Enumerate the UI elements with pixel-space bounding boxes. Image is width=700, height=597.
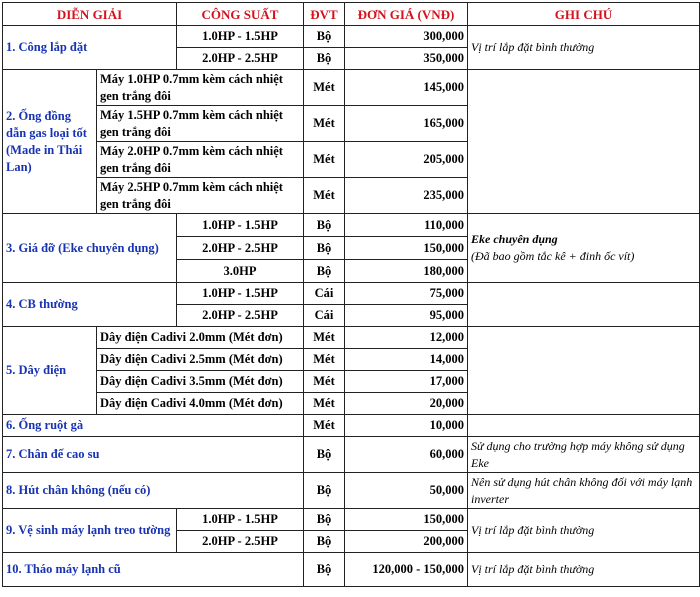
price-cell: 14,000 bbox=[345, 349, 468, 371]
note-cell bbox=[468, 214, 700, 283]
note-title: Eke chuyên dụng bbox=[471, 232, 558, 246]
row-label-3: 3. Giá đỡ (Eke chuyên dụng) bbox=[3, 214, 177, 283]
unit-cell: Mét bbox=[304, 178, 345, 214]
price-cell: 350,000 bbox=[345, 48, 468, 70]
price-cell: 200,000 bbox=[345, 531, 468, 553]
header-desc: DIỄN GIẢI bbox=[3, 3, 177, 26]
row-label-7: 7. Chân đế cao su bbox=[3, 437, 304, 473]
unit-cell: Bộ bbox=[304, 473, 345, 509]
price-cell: 165,000 bbox=[345, 106, 468, 142]
power-cell: 1.0HP - 1.5HP bbox=[177, 214, 304, 237]
row-label-9: 9. Vệ sinh máy lạnh treo tường bbox=[3, 509, 177, 553]
note-cell: Nên sử dụng hút chân không đối với máy lạnh inverter bbox=[468, 473, 700, 509]
price-cell: 145,000 bbox=[345, 70, 468, 106]
unit-cell: Bộ bbox=[304, 48, 345, 70]
unit-cell: Bộ bbox=[304, 437, 345, 473]
table-row bbox=[3, 437, 700, 473]
header-unit: ĐVT bbox=[304, 3, 345, 26]
price-cell: 150,000 bbox=[345, 509, 468, 531]
unit-cell: Mét bbox=[304, 70, 345, 106]
power-cell: 1.0HP - 1.5HP bbox=[177, 509, 304, 531]
table-row bbox=[3, 26, 700, 48]
unit-cell: Bộ bbox=[304, 531, 345, 553]
unit-cell: Mét bbox=[304, 393, 345, 415]
unit-cell: Cái bbox=[304, 305, 345, 327]
price-cell: 150,000 bbox=[345, 237, 468, 260]
price-cell: 235,000 bbox=[345, 178, 468, 214]
price-cell: 60,000 bbox=[345, 437, 468, 473]
spec-cell: Máy 2.0HP 0.7mm kèm cách nhiệt gen trắng đôi bbox=[97, 142, 304, 178]
row-label-10: 10. Tháo máy lạnh cũ bbox=[3, 553, 304, 587]
power-cell: 2.0HP - 2.5HP bbox=[177, 237, 304, 260]
note-cell-empty bbox=[468, 70, 700, 214]
header-power: CÔNG SUẤT bbox=[177, 3, 304, 26]
table-row bbox=[3, 553, 700, 587]
price-cell: 12,000 bbox=[345, 327, 468, 349]
price-cell: 95,000 bbox=[345, 305, 468, 327]
row-label-1: 1. Công lắp đặt bbox=[3, 26, 177, 70]
spec-cell: Dây điện Cadivi 2.0mm (Mét đơn) bbox=[97, 327, 304, 349]
unit-cell: Bộ bbox=[304, 553, 345, 587]
spec-cell: Dây điện Cadivi 2.5mm (Mét đơn) bbox=[97, 349, 304, 371]
power-cell: 2.0HP - 2.5HP bbox=[177, 531, 304, 553]
unit-cell: Mét bbox=[304, 142, 345, 178]
note-cell: Sử dụng cho trường hợp máy không sử dụng Eke bbox=[468, 437, 700, 473]
spec-cell: Máy 1.5HP 0.7mm kèm cách nhiệt gen trắng đôi bbox=[97, 106, 304, 142]
table-row bbox=[3, 327, 700, 349]
power-cell: 2.0HP - 2.5HP bbox=[177, 48, 304, 70]
unit-cell: Cái bbox=[304, 283, 345, 305]
price-cell: 120,000 - 150,000 bbox=[345, 553, 468, 587]
spec-cell: Máy 1.0HP 0.7mm kèm cách nhiệt gen trắng đôi bbox=[97, 70, 304, 106]
price-cell: 10,000 bbox=[345, 415, 468, 437]
header-price: ĐƠN GIÁ (VNĐ) bbox=[345, 3, 468, 26]
header-row bbox=[3, 3, 700, 26]
price-cell: 20,000 bbox=[345, 393, 468, 415]
unit-cell: Mét bbox=[304, 349, 345, 371]
note-cell: Vị trí lắp đặt bình thường bbox=[468, 509, 700, 553]
note-cell: Vị trí lắp đặt bình thường bbox=[468, 26, 700, 70]
power-cell: 2.0HP - 2.5HP bbox=[177, 305, 304, 327]
spec-cell: Dây điện Cadivi 3.5mm (Mét đơn) bbox=[97, 371, 304, 393]
note-cell-empty bbox=[468, 283, 700, 327]
row-label-4: 4. CB thường bbox=[3, 283, 177, 327]
unit-cell: Mét bbox=[304, 327, 345, 349]
unit-cell: Bộ bbox=[304, 237, 345, 260]
note-body: (Đã bao gồm tắc kê + đinh ốc vít) bbox=[471, 249, 635, 263]
note-cell: Vị trí lắp đặt bình thường bbox=[468, 553, 700, 587]
unit-cell: Bộ bbox=[304, 214, 345, 237]
note-cell-empty bbox=[468, 327, 700, 415]
price-cell: 110,000 bbox=[345, 214, 468, 237]
spec-cell: Máy 2.5HP 0.7mm kèm cách nhiệt gen trắng đôi bbox=[97, 178, 304, 214]
row-label-2: 2. Ống đồng dẫn gas loại tốt (Made in Thái Lan) bbox=[3, 70, 97, 214]
unit-cell: Bộ bbox=[304, 260, 345, 283]
spec-cell: Dây điện Cadivi 4.0mm (Mét đơn) bbox=[97, 393, 304, 415]
price-cell: 300,000 bbox=[345, 26, 468, 48]
price-table bbox=[2, 2, 700, 587]
unit-cell: Mét bbox=[304, 371, 345, 393]
note-cell-empty bbox=[468, 415, 700, 437]
power-cell: 3.0HP bbox=[177, 260, 304, 283]
unit-cell: Mét bbox=[304, 415, 345, 437]
table-row bbox=[3, 214, 700, 237]
row-label-5: 5. Dây điện bbox=[3, 327, 97, 415]
price-cell: 50,000 bbox=[345, 473, 468, 509]
table-row bbox=[3, 283, 700, 305]
table-row bbox=[3, 473, 700, 509]
header-note: GHI CHÚ bbox=[468, 3, 700, 26]
row-label-8: 8. Hút chân không (nếu có) bbox=[3, 473, 304, 509]
unit-cell: Bộ bbox=[304, 509, 345, 531]
price-cell: 75,000 bbox=[345, 283, 468, 305]
table-row bbox=[3, 415, 700, 437]
power-cell: 1.0HP - 1.5HP bbox=[177, 283, 304, 305]
row-label-6: 6. Ống ruột gà bbox=[3, 415, 304, 437]
table-row bbox=[3, 509, 700, 531]
power-cell: 1.0HP - 1.5HP bbox=[177, 26, 304, 48]
unit-cell: Bộ bbox=[304, 26, 345, 48]
price-cell: 205,000 bbox=[345, 142, 468, 178]
price-cell: 17,000 bbox=[345, 371, 468, 393]
unit-cell: Mét bbox=[304, 106, 345, 142]
table-row bbox=[3, 70, 700, 106]
price-cell: 180,000 bbox=[345, 260, 468, 283]
